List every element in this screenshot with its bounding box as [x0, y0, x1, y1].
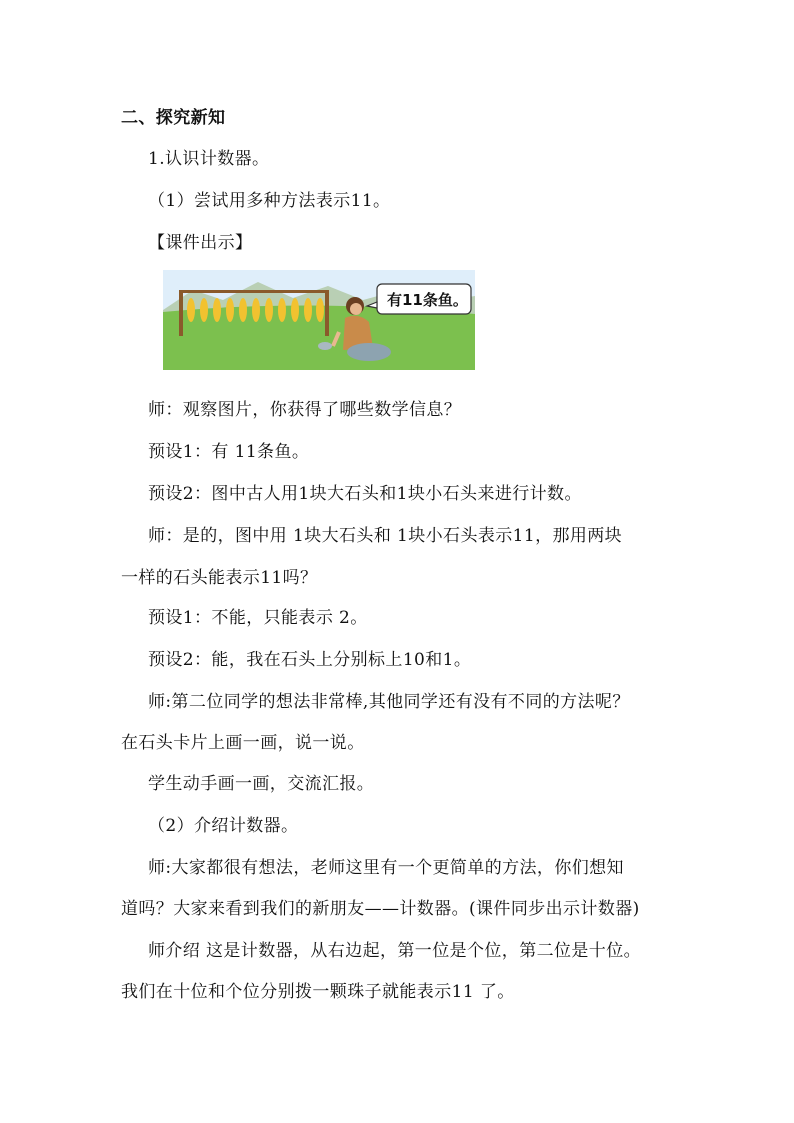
- fish-icon: [265, 298, 273, 322]
- paragraph: 预设2：能，我在石头上分别标上10和1。: [148, 650, 472, 670]
- paragraph: 预设1：不能，只能表示 2。: [148, 608, 368, 628]
- fish-icon: [252, 298, 260, 322]
- fish-icon: [278, 298, 286, 322]
- speech-bubble: [367, 284, 471, 314]
- paragraph: 【课件出示】: [148, 233, 253, 253]
- fish-icon: [200, 298, 208, 322]
- small-stone: [318, 342, 332, 350]
- big-stone: [347, 343, 391, 361]
- fish-icon: [226, 298, 234, 322]
- pole-left: [179, 290, 183, 336]
- fish-icon: [291, 298, 299, 322]
- paragraph: 师介绍 这是计数器，从右边起，第一位是个位，第二位是十位。: [148, 941, 642, 961]
- paragraph: 师:大家都很有想法，老师这里有一个更简单的方法，你们想知: [148, 858, 624, 878]
- paragraph: 预设2：图中古人用1块大石头和1块小石头来进行计数。: [148, 484, 582, 504]
- paragraph: （2）介绍计数器。: [148, 816, 299, 836]
- paragraph-continuation: 在石头卡片上画一画，说一说。: [121, 733, 365, 753]
- paragraph: （1）尝试用多种方法表示11。: [148, 191, 391, 211]
- paragraph: 师：是的，图中用 1块大石头和 1块小石头表示11，那用两块: [148, 526, 623, 546]
- subsection-title: 1.认识计数器。: [148, 149, 270, 169]
- paragraph: 师：观察图片，你获得了哪些数学信息？: [148, 400, 462, 420]
- fish-counting-illustration: [163, 270, 475, 370]
- pole-right: [325, 290, 329, 336]
- paragraph-continuation: 我们在十位和个位分别拨一颗珠子就能表示11 了。: [121, 982, 515, 1002]
- paragraph: 学生动手画一画，交流汇报。: [148, 774, 375, 794]
- drying-rope: [179, 290, 329, 293]
- fish-icon: [239, 298, 247, 322]
- paragraph-continuation: 道吗？大家来看到我们的新朋友——计数器。(课件同步出示计数器): [121, 899, 640, 919]
- fish-icon: [304, 298, 312, 322]
- paragraph: 师:第二位同学的想法非常棒,其他同学还有没有不同的方法呢？: [148, 692, 630, 712]
- fish-icon: [316, 298, 324, 322]
- speech-bubble-text: 有11条鱼。: [387, 291, 468, 309]
- fish-icon: [213, 298, 221, 322]
- paragraph-continuation: 一样的石头能表示11吗？: [121, 568, 318, 588]
- fish-icon: [187, 298, 195, 322]
- paragraph: 预设1：有 11条鱼。: [148, 442, 310, 462]
- section-heading: 二、探究新知: [121, 108, 226, 128]
